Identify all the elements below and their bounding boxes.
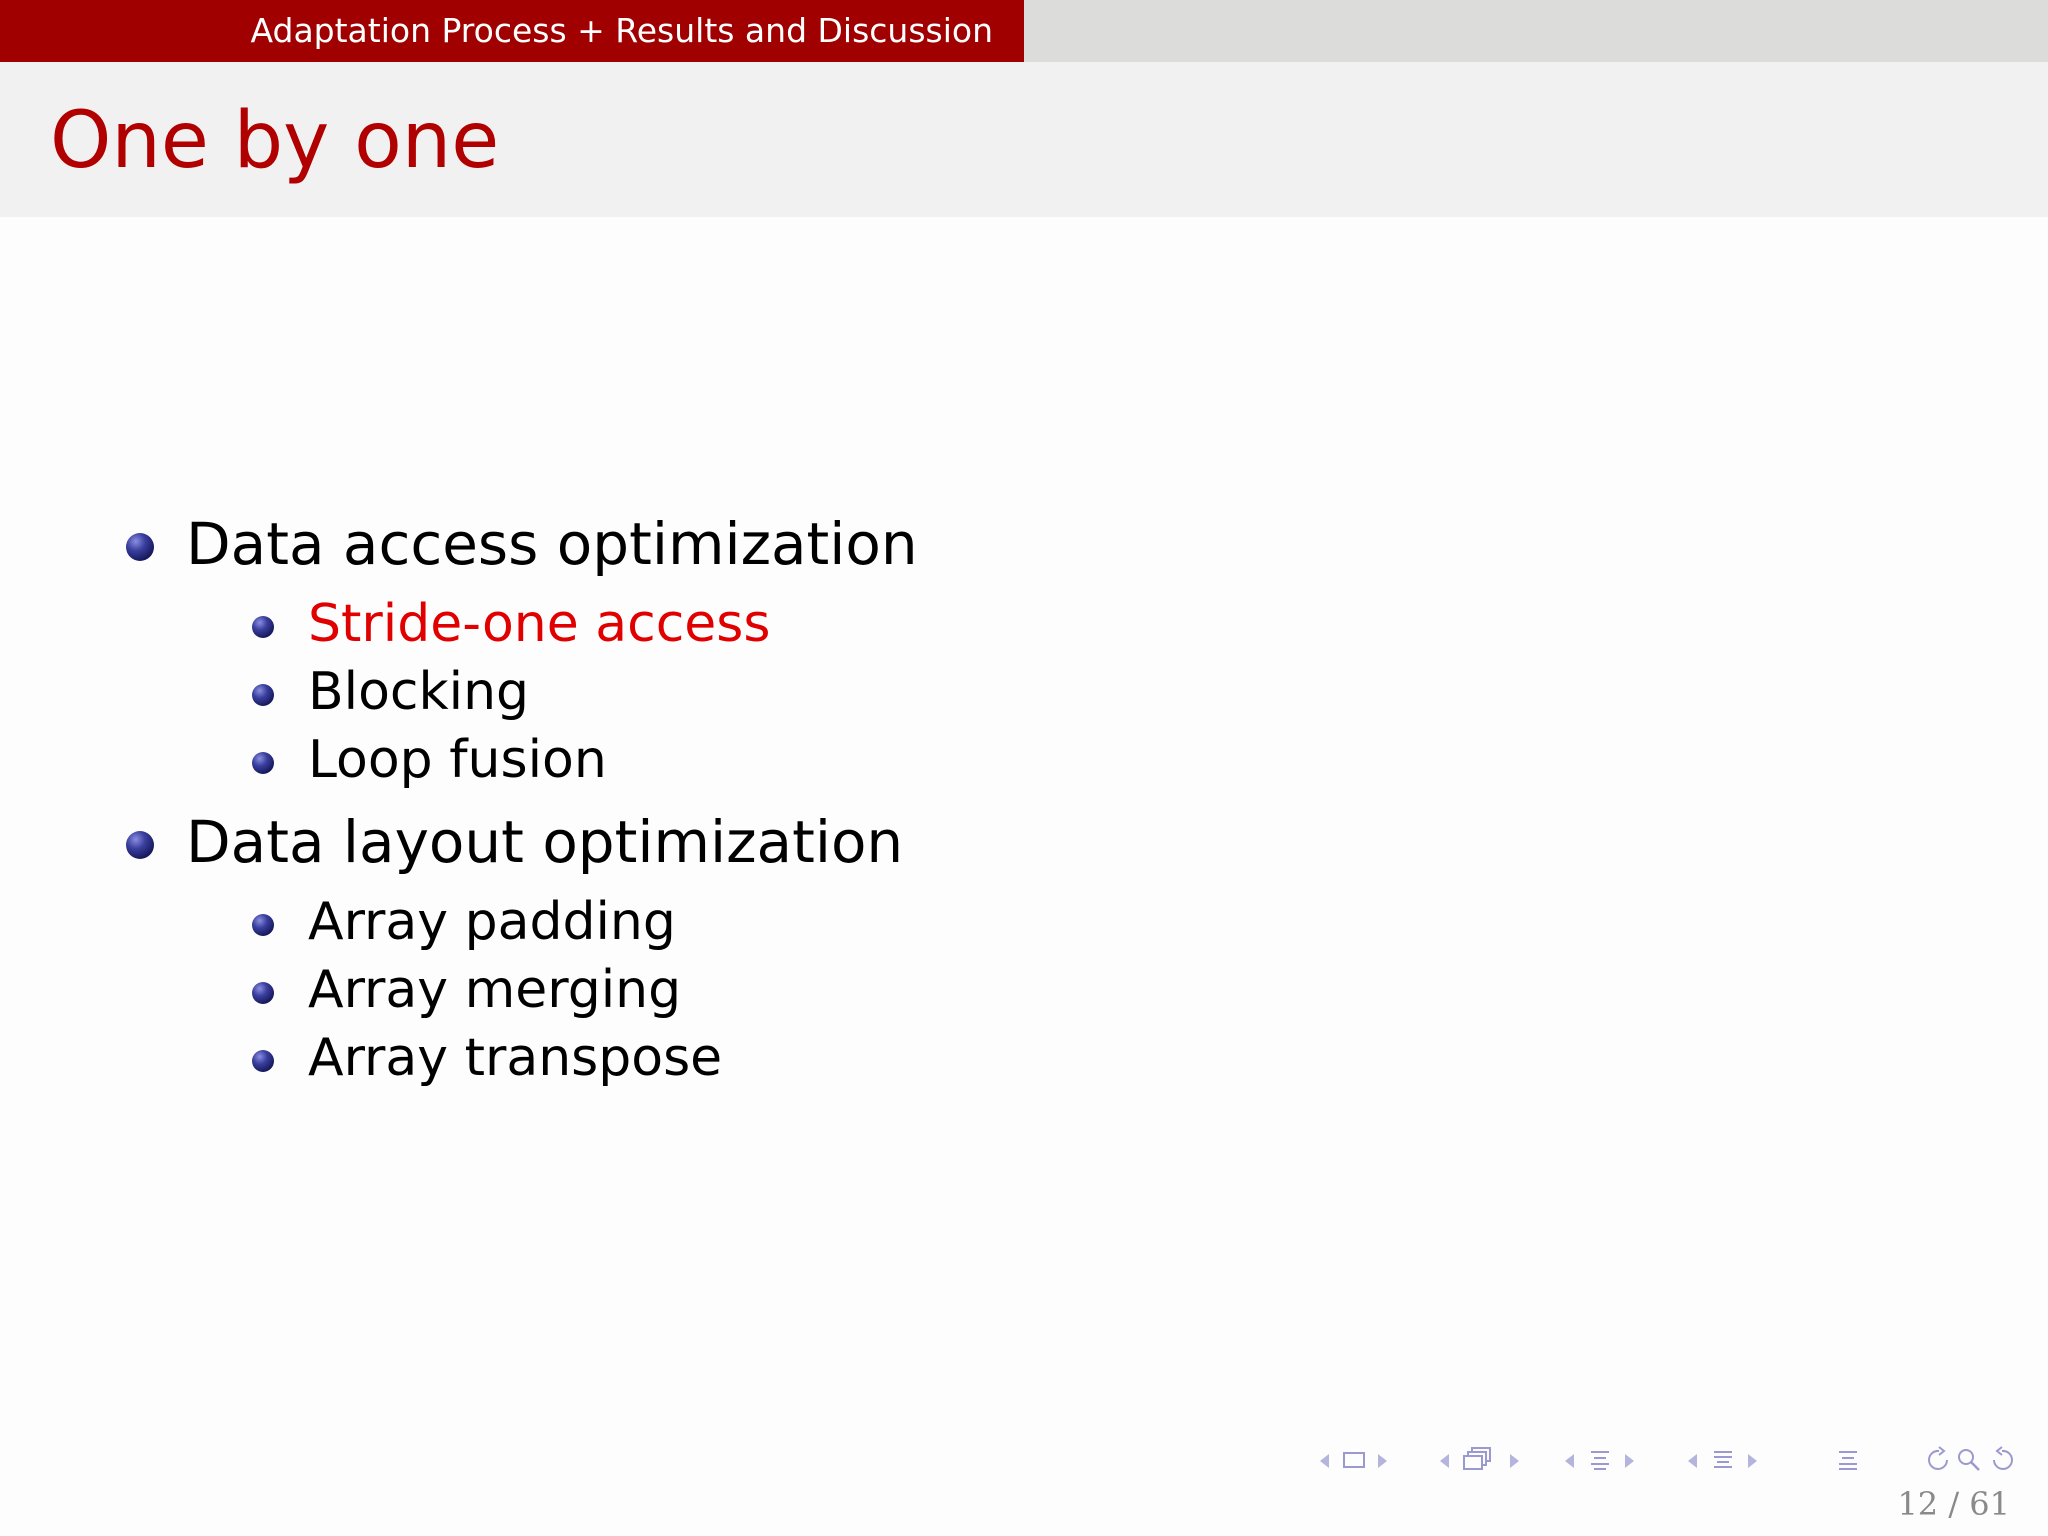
nav-prev-section-icon[interactable] — [1565, 1454, 1574, 1468]
nav-next-document-icon[interactable] — [1748, 1454, 1757, 1468]
nav-subsection-icon[interactable] — [1462, 1446, 1496, 1474]
sub-bullet-label: Array merging — [308, 960, 682, 1020]
nav-document-icon[interactable] — [1710, 1448, 1736, 1472]
bullet-ball-icon — [252, 982, 274, 1004]
nav-next-subsection-icon[interactable] — [1510, 1454, 1519, 1468]
bullet-ball-icon — [252, 684, 274, 706]
nav-frame-group[interactable] — [1320, 1440, 1410, 1480]
sub-bullet-item — [308, 662, 530, 722]
nav-next-section-icon[interactable] — [1625, 1454, 1634, 1468]
nav-appendix-icon[interactable] — [1835, 1448, 1861, 1472]
page-number: 12 / 61 — [1897, 1485, 2010, 1523]
nav-back-icon[interactable] — [1925, 1446, 1953, 1474]
bullet-ball-icon — [126, 831, 154, 859]
bullet-ball-icon — [252, 914, 274, 936]
bullet-ball-icon — [252, 1050, 274, 1072]
section-title[interactable]: Adaptation Process + Results and Discussion — [0, 0, 1024, 62]
sub-bullet-label-highlighted: Stride-one access — [308, 594, 771, 654]
nav-section-icon[interactable] — [1587, 1448, 1613, 1472]
bullet-ball-icon — [126, 533, 154, 561]
headline-bar — [0, 0, 2048, 62]
bullet-ball-icon — [252, 616, 274, 638]
sub-bullet-item — [308, 960, 682, 1020]
nav-section-group[interactable] — [1565, 1440, 1655, 1480]
sub-bullet-label: Array padding — [308, 892, 676, 952]
nav-document-group[interactable] — [1688, 1440, 1778, 1480]
nav-forward-icon[interactable] — [1988, 1446, 2016, 1474]
nav-subsection-group[interactable] — [1440, 1440, 1540, 1480]
bullet-label: Data layout optimization — [186, 808, 904, 876]
sub-bullet-item — [308, 594, 771, 654]
nav-search-icon[interactable] — [1955, 1446, 1983, 1474]
nav-prev-document-icon[interactable] — [1688, 1454, 1697, 1468]
bullet-item — [186, 808, 904, 876]
sub-bullet-item — [308, 730, 607, 790]
sub-bullet-label: Array transpose — [308, 1028, 723, 1088]
navigation-bar — [1310, 1440, 2030, 1480]
page-title: One by one — [50, 96, 500, 186]
sub-bullet-item — [308, 1028, 723, 1088]
nav-prev-subsection-icon[interactable] — [1440, 1454, 1449, 1468]
sub-bullet-label: Loop fusion — [308, 730, 607, 790]
nav-next-frame-icon[interactable] — [1378, 1454, 1387, 1468]
sub-bullet-label: Blocking — [308, 662, 530, 722]
sub-bullet-item — [308, 892, 676, 952]
nav-prev-frame-icon[interactable] — [1320, 1454, 1329, 1468]
nav-frame-icon[interactable] — [1342, 1450, 1368, 1470]
bullet-label: Data access optimization — [186, 510, 918, 578]
frame-title-bar — [0, 62, 2048, 217]
bullet-ball-icon — [252, 752, 274, 774]
bullet-item — [186, 510, 918, 578]
